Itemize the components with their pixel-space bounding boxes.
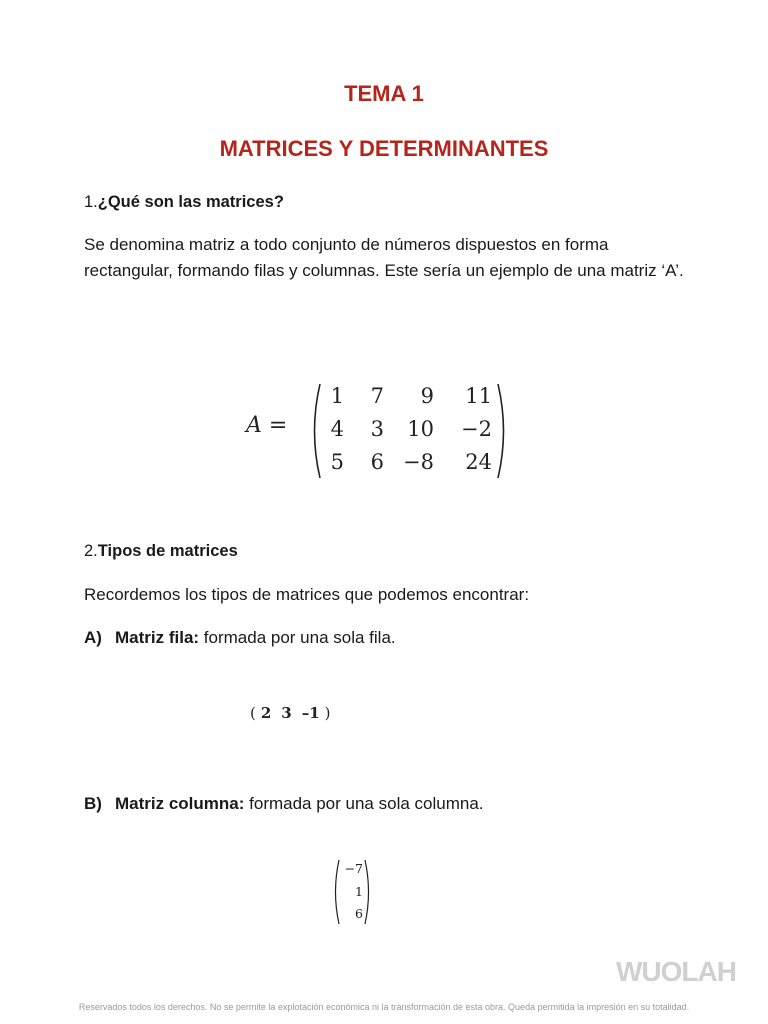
section-2-heading	[84, 542, 238, 561]
row-matrix-value: 2	[260, 704, 272, 722]
document-subtitle: MATRICES Y DETERMINANTES	[219, 136, 549, 161]
type-b-letter: B)	[84, 794, 102, 813]
type-a-name: Matriz fila:	[115, 628, 200, 647]
matrix-a-label: A =	[246, 413, 288, 438]
column-matrix-value: 6	[355, 906, 363, 921]
matrix-a-cell: 5	[330, 450, 344, 474]
matrix-a-cell: 4	[330, 417, 344, 441]
section-2-title: Tipos de matrices	[97, 542, 238, 560]
matrix-a	[246, 380, 526, 480]
type-a-item	[84, 625, 684, 651]
column-matrix-value: −7	[344, 861, 363, 876]
column-matrix-right-paren	[364, 859, 372, 925]
matrix-a-cell: 9	[420, 384, 434, 408]
matrix-a-cell: 10	[407, 417, 434, 441]
matrix-a-cell: 1	[330, 384, 344, 408]
section-2-intro: Recordemos los tipos de matrices que podemos encontrar:	[84, 585, 530, 604]
type-a-letter: A)	[84, 628, 102, 647]
column-matrix	[332, 859, 372, 925]
type-b-item	[84, 791, 684, 817]
type-a-description: formada por una sola fila.	[203, 628, 396, 647]
matrix-a-right-paren	[496, 382, 510, 480]
matrix-a-cell: −8	[403, 450, 434, 474]
type-b-description: formada por una sola columna.	[249, 794, 484, 813]
matrix-a-cell: 7	[370, 384, 384, 408]
section-1-title: ¿Qué son las matrices?	[97, 193, 284, 211]
type-b-name: Matriz columna:	[115, 794, 245, 813]
row-matrix-right-paren: )	[324, 704, 331, 722]
row-matrix-left-paren: (	[250, 704, 256, 722]
document-title: TEMA 1	[344, 81, 424, 106]
section-2-number: 2.	[84, 542, 98, 560]
matrix-a-cell: 11	[465, 384, 492, 408]
column-matrix-left-paren	[332, 859, 340, 925]
section-1-heading	[84, 193, 284, 212]
column-matrix-value: 1	[355, 884, 363, 899]
row-matrix	[250, 704, 331, 722]
row-matrix-value: 3	[281, 704, 292, 722]
matrix-a-cell: 3	[370, 417, 384, 441]
matrix-a-cell: 6	[370, 450, 384, 474]
matrix-a-cell: 24	[465, 450, 492, 474]
row-matrix-value: –1	[301, 704, 320, 722]
section-1-paragraph: Se denomina matriz a todo conjunto de números dispuestos en forma rectangular, formando filas y columnas. Este sería un ejemplo de una matriz ‘A’.	[84, 235, 684, 280]
section-1-number: 1.	[84, 193, 98, 211]
copyright-footer: Reservados todos los derechos. No se permite la explotación económica ni la transformación de esta obra. Queda permitida la impresión en su totalidad.	[78, 1002, 690, 1012]
wuolah-logo: WUOLAH	[616, 956, 736, 987]
matrix-a-cell: −2	[461, 417, 492, 441]
